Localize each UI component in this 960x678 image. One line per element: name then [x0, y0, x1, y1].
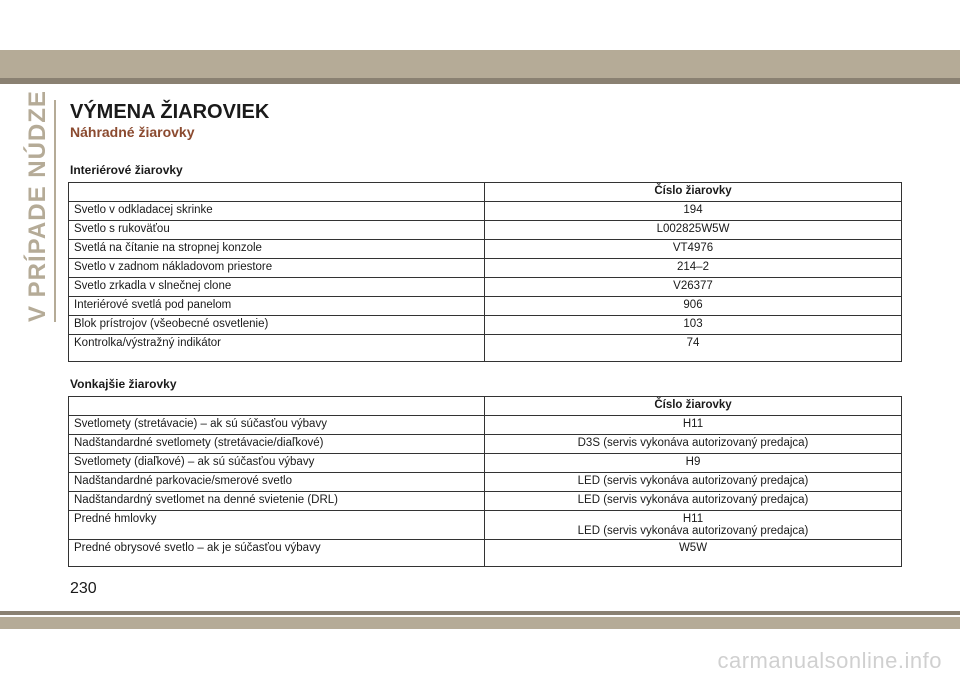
header-rule — [0, 78, 960, 84]
column-header: Číslo žiarovky — [485, 397, 902, 416]
bulb-name: Nadštandardné svetlomety (stretávacie/diaľkové) — [69, 435, 485, 454]
bulb-name: Kontrolka/výstražný indikátor — [69, 335, 485, 362]
bulb-number: LED (servis vykonáva autorizovaný predajca) — [485, 473, 902, 492]
table-row — [69, 454, 902, 473]
table-row — [69, 259, 902, 278]
table-row — [69, 278, 902, 297]
table-row — [69, 473, 902, 492]
bulb-number: W5W — [485, 540, 902, 567]
bulb-number: L002825W5W — [485, 221, 902, 240]
bulb-number: LED (servis vykonáva autorizovaný predajca) — [485, 492, 902, 511]
bulb-name: Svetlá na čítanie na stropnej konzole — [69, 240, 485, 259]
table-row — [69, 202, 902, 221]
bulb-name: Predné hmlovky — [69, 511, 485, 540]
bulb-name: Nadštandardné parkovacie/smerové svetlo — [69, 473, 485, 492]
table-row — [69, 221, 902, 240]
header-band — [0, 50, 960, 78]
bulb-name: Interiérové svetlá pod panelom — [69, 297, 485, 316]
exterior-bulbs-table — [68, 396, 902, 567]
bulb-number: 214–2 — [485, 259, 902, 278]
bulb-number: 103 — [485, 316, 902, 335]
bulb-name: Nadštandardný svetlomet na denné svietenie (DRL) — [69, 492, 485, 511]
bulb-number: H11 — [682, 513, 704, 525]
table-header-row — [69, 183, 902, 202]
bulb-name: Svetlomety (stretávacie) – ak sú súčasťou výbavy — [69, 416, 485, 435]
table-row — [69, 435, 902, 454]
interior-bulbs-table — [68, 182, 902, 362]
exterior-bulbs-heading: Vonkajšie žiarovky — [70, 377, 177, 391]
bulb-number: H9 — [485, 454, 902, 473]
footer-rule — [0, 611, 960, 615]
interior-bulbs-heading: Interiérové žiarovky — [70, 163, 183, 177]
bulb-name: Svetlo v odkladacej skrinke — [69, 202, 485, 221]
bulb-name: Svetlo v zadnom nákladovom priestore — [69, 259, 485, 278]
bulb-number: V26377 — [485, 278, 902, 297]
bulb-name: Svetlo s rukoväťou — [69, 221, 485, 240]
column-header: Číslo žiarovky — [485, 183, 902, 202]
bulb-name: Blok prístrojov (všeobecné osvetlenie) — [69, 316, 485, 335]
bulb-name: Svetlo zrkadla v slnečnej clone — [69, 278, 485, 297]
table-row — [69, 540, 902, 567]
bulb-number: 74 — [485, 335, 902, 362]
table-row — [69, 492, 902, 511]
chapter-side-title: V PRÍPADE NÚDZE — [24, 100, 56, 322]
bulb-name: Predné obrysové svetlo – ak je súčasťou výbavy — [69, 540, 485, 567]
watermark-link[interactable]: carmanualsonline.info — [717, 648, 942, 673]
footer-band — [0, 617, 960, 629]
table-row — [69, 297, 902, 316]
bulb-number-multi — [485, 511, 902, 540]
table-header-row — [69, 397, 902, 416]
bulb-number: 194 — [485, 202, 902, 221]
page-title: VÝMENA ŽIAROVIEK — [70, 101, 270, 123]
bulb-number: 906 — [485, 297, 902, 316]
table-row — [69, 316, 902, 335]
table-row — [69, 511, 902, 540]
page-number: 230 — [70, 580, 97, 597]
bulb-number: D3S (servis vykonáva autorizovaný predajca) — [485, 435, 902, 454]
bulb-number: H11 — [485, 416, 902, 435]
table-row — [69, 240, 902, 259]
bulb-number-note: LED (servis vykonáva autorizovaný predajca) — [577, 525, 809, 537]
page-subtitle: Náhradné žiarovky — [70, 124, 195, 140]
table-row — [69, 335, 902, 362]
bulb-number: VT4976 — [485, 240, 902, 259]
bulb-name: Svetlomety (diaľkové) – ak sú súčasťou výbavy — [69, 454, 485, 473]
table-row — [69, 416, 902, 435]
